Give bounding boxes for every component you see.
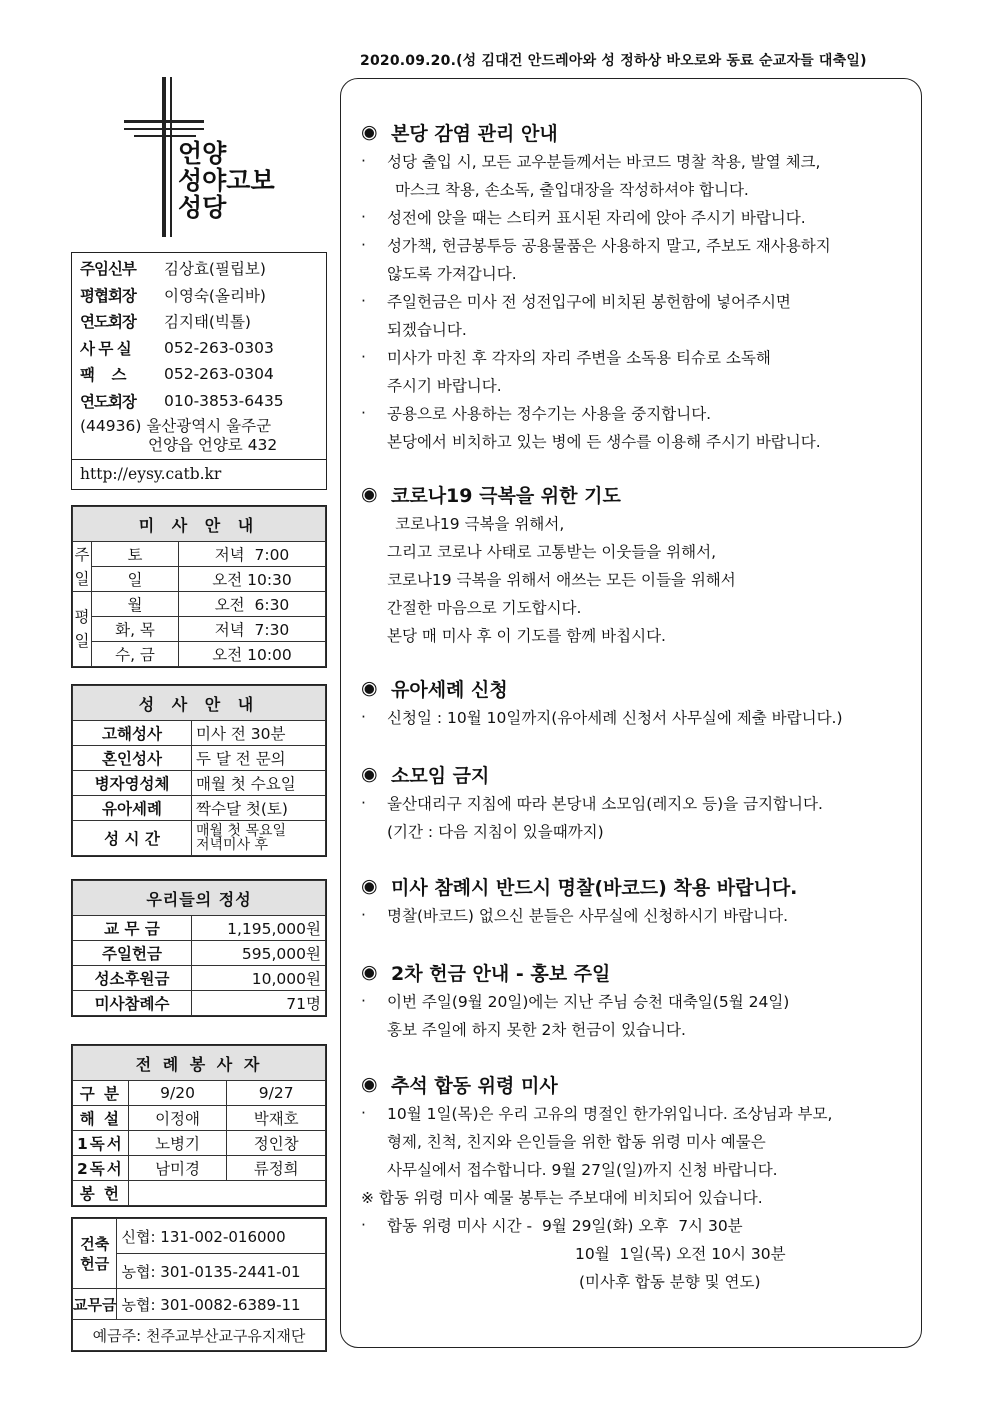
church-logo — [118, 72, 288, 247]
weekday-label: 평일 — [73, 592, 92, 667]
offering-title: 우리들의 정성 — [73, 881, 326, 916]
servers-title: 전 례 봉 사 자 — [73, 1046, 326, 1081]
sacrament-title: 성 사 안 내 — [73, 686, 326, 721]
bullet-icon: ◉ — [361, 1073, 378, 1095]
notice-second-collection: ◉ 2차 헌금 안내 - 홍보 주일 · 이번 주일(9월 20일)에는 지난 주님 승천 대축일(5월 24일) 홍보 주일에 하지 못한 2차 헌금이 있습니다. — [361, 961, 790, 1039]
info-row: 연도회장 010-3853-6435 — [80, 391, 284, 411]
mass-schedule-title: 미 사 안 내 — [73, 507, 326, 542]
notice-infant-baptism: ◉ 유아세례 신청 · 신청일 : 10월 10일까지(유아세례 신청서 사무실에 제출 바랍니다.) — [361, 677, 843, 727]
info-row: 연도회장 김지태(빅톨) — [80, 313, 251, 332]
info-row: 사 무 실 052-263-0303 — [80, 338, 274, 358]
bullet-icon: ◉ — [361, 121, 378, 143]
bullet-icon: ◉ — [361, 961, 378, 983]
parish-address: (44936) 울산광역시 울주군 언양읍 언양로 432 — [80, 417, 278, 454]
bullet-icon: ◉ — [361, 875, 378, 897]
account-holder: 예금주: 천주교부산교구유지재단 — [73, 1320, 326, 1351]
cross-icon — [162, 77, 166, 237]
notice-covid-prayer: ◉ 코로나19 극복을 위한 기도 코로나19 극복을 위해서, 그리고 코로나 사태로 고통받는 이웃들을 위해서, 코로나19 극복을 위해서 애쓰는 모든 이들을 위해서 간절한 마음으로 기도합시다. 본당 매 미사 후 이 기도를 함께 바칩시다. — [361, 483, 736, 645]
info-row: 팩 스 052-263-0304 — [80, 365, 274, 385]
building-fund-label: 건축 헌금 — [73, 1219, 117, 1289]
mass-schedule-box: 미 사 안 내 주일 토 저녁 7:00 일 오전 10:30 평일 월 오전 6:30 화, 목 저녁 7:30 수, 금 오전 10:00 — [71, 505, 327, 668]
notice-small-group-ban: ◉ 소모임 금지 · 울산대리구 지침에 따라 본당내 소모임(레지오 등)을 금지합니다. (기간 : 다음 지침이 있을때까지) — [361, 763, 823, 841]
bulletin-date: 2020.09.20.(성 김대건 안드레아와 성 정하상 바오로와 동료 순교자들 대축일) — [360, 53, 867, 69]
parish-info-box — [71, 252, 327, 490]
bullet-icon: ◉ — [361, 763, 378, 785]
bullet-icon: ◉ — [361, 677, 378, 699]
accounts-box: 건축 헌금 신협: 131-002-016000 농협: 301-0135-2441-01 교무금 농협: 301-0082-6389-11 예금주: 천주교부산교구유지재단 — [71, 1217, 327, 1352]
sacrament-box: 성 사 안 내 고해성사 미사 전 30분 혼인성사 두 달 전 문의 병자영성체 매월 첫 수요일 유아세례 짝수달 첫(토) 성 시 간 매월 첫 목요일 저녁미사 후 — [71, 684, 327, 857]
tithe-label: 교무금 — [73, 1289, 117, 1320]
sunday-label: 주일 — [73, 542, 92, 592]
info-row: 주임신부 김상효(필립보) — [80, 260, 266, 279]
info-row: 평협회장 이영숙(올리바) — [80, 286, 266, 305]
bullet-icon: ◉ — [361, 483, 378, 505]
offering-box: 우리들의 정성 교 무 금 1,195,000원 주일헌금 595,000원 성소후원금 10,000원 미사참례수 71명 — [71, 879, 327, 1017]
notices-panel — [340, 78, 922, 1348]
notice-chuseok-memorial-mass: ◉ 추석 합동 위령 미사 · 10월 1일(목)은 우리 고유의 명절인 한가위입니다. 조상님과 부모, 형제, 친척, 친지와 은인들을 위한 합동 위령 미사 예물은 사무실에서 접수합니다. 9월 27일(일)까지 신청 바랍니다. ※ 합동 위령 미사 예물 봉투는 주보대에 비치되어 있습니다. · 합동 위령 미사 시간 - 9월 29일(화) 오후 7시 30분 10월 1일(목) 오전 10시 30분 (미사후 합동 분향 및 연도) — [361, 1073, 833, 1291]
liturgy-servers-box: 전 례 봉 사 자 구 분 9/20 9/27 해 설 이정애 박재호 1독서 노병기 정인창 2독서 남미경 류정희 봉 헌 — [71, 1044, 327, 1207]
notice-name-tag: ◉ 미사 참례시 반드시 명찰(바코드) 착용 바랍니다. · 명찰(바코드) 없으신 분들은 사무실에 신청하시기 바랍니다. — [361, 875, 798, 925]
church-name: 언양 성야고보 성당 — [178, 139, 275, 222]
parish-url-link[interactable]: http://eysy.catb.kr — [72, 459, 326, 488]
notice-infection-control: ◉ 본당 감염 관리 안내 · 성당 출입 시, 모든 교우분들께서는 바코드 명찰 착용, 발열 체크, 마스크 착용, 손소독, 출입대장을 작성하셔야 합니다. · 성전에 앉을 때는 스티커 표시된 자리에 앉아 주시기 바랍니다. · 성가책, 헌금봉투등 공용물품은 사용하지 말고, 주보도 재사용하지 않도록 가져갑니다. · 주일헌금은 미사 전 성전입구에 비치된 봉헌함에 넣어주시면 되겠습니다. · 미사가 마친 후 각자의 자리 주변을 소독용 티슈로 소독해 주시기 바랍니다. · 공용으로 사용하는 정수기는 사용을 중지합니다. 본당에서 비치하고 있는 병에 든 생수를 이용해 주시기 바랍니다. — [361, 121, 831, 451]
